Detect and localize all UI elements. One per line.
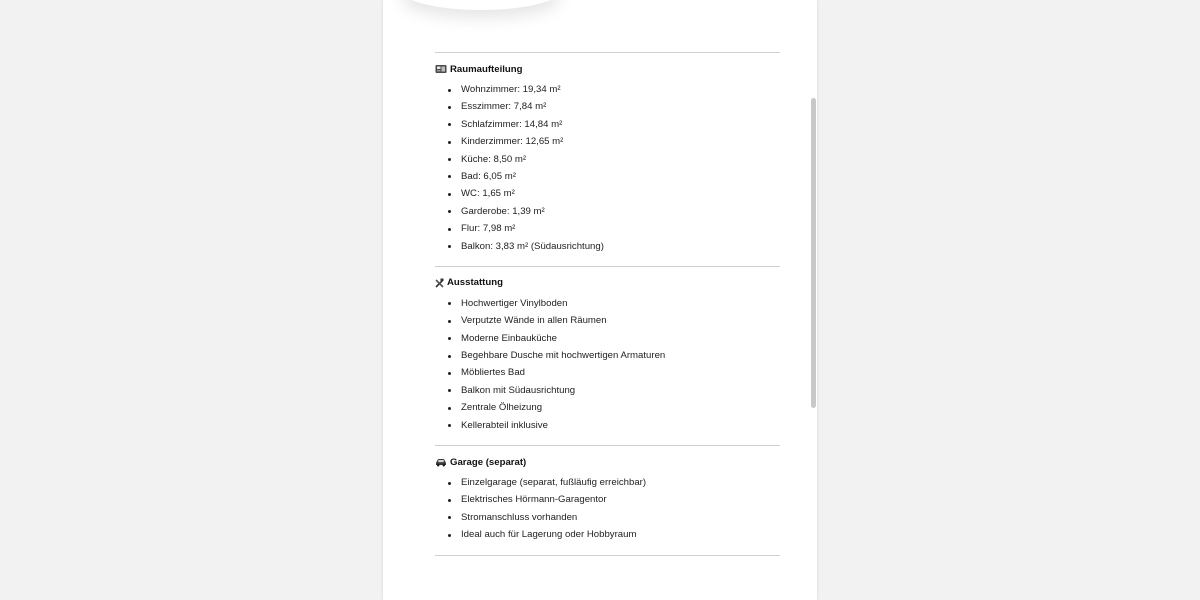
image-shadow: [401, 0, 561, 10]
garage-list: [435, 474, 780, 544]
list-item: Begehbare Dusche mit hochwertigen Armaturen: [435, 347, 780, 364]
tools-icon: [435, 278, 444, 288]
list-item: Garderobe: 1,39 m²: [435, 203, 780, 220]
list-item: Möbliertes Bad: [435, 364, 780, 381]
section-title: Garage (separat): [450, 456, 527, 468]
section-heading-raumaufteilung: [435, 62, 780, 76]
list-item: Kellerabteil inklusive: [435, 417, 780, 434]
list-item: Bad: 6,05 m²: [435, 168, 780, 185]
room-list: [435, 81, 780, 255]
features-list: [435, 295, 780, 434]
list-item: Kinderzimmer: 12,65 m²: [435, 133, 780, 150]
scrollbar[interactable]: [810, 0, 817, 600]
list-item: Esszimmer: 7,84 m²: [435, 98, 780, 115]
list-item: Einzelgarage (separat, fußläufig erreichbar): [435, 474, 780, 491]
list-item: Balkon mit Südausrichtung: [435, 382, 780, 399]
list-item: Moderne Einbauküche: [435, 330, 780, 347]
list-item: WC: 1,65 m²: [435, 185, 780, 202]
listing-details: [435, 52, 780, 556]
list-item: Elektrisches Hörmann-Garagentor: [435, 491, 780, 508]
section-title: Raumaufteilung: [450, 63, 523, 75]
list-item: Zentrale Ölheizung: [435, 399, 780, 416]
section-divider: [435, 555, 780, 556]
list-item: Küche: 8,50 m²: [435, 151, 780, 168]
section-divider: [435, 52, 780, 53]
section-title: Ausstattung: [447, 277, 503, 289]
section-divider: [435, 445, 780, 446]
floorplan-icon: [435, 64, 447, 74]
list-item: Balkon: 3,83 m² (Südausrichtung): [435, 238, 780, 255]
section-divider: [435, 266, 780, 267]
list-item: Ideal auch für Lagerung oder Hobbyraum: [435, 526, 780, 543]
section-heading-ausstattung: [435, 276, 780, 290]
content-card: [383, 0, 817, 600]
scrollbar-thumb[interactable]: [811, 98, 816, 408]
list-item: Schlafzimmer: 14,84 m²: [435, 116, 780, 133]
list-item: Verputzte Wände in allen Räumen: [435, 312, 780, 329]
list-item: Hochwertiger Vinylboden: [435, 295, 780, 312]
list-item: Flur: 7,98 m²: [435, 220, 780, 237]
car-icon: [435, 457, 447, 467]
section-heading-garage: [435, 455, 780, 469]
list-item: Stromanschluss vorhanden: [435, 509, 780, 526]
list-item: Wohnzimmer: 19,34 m²: [435, 81, 780, 98]
